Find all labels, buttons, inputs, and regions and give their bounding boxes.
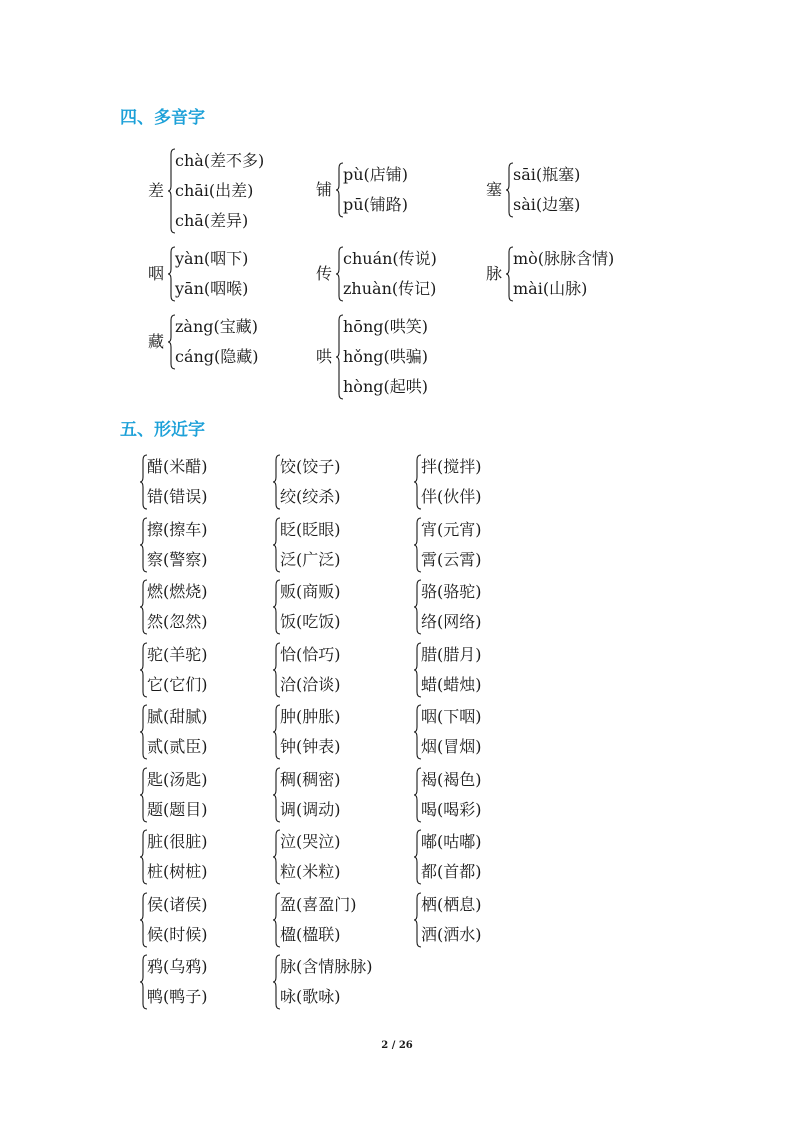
head-character: 差 [148,181,165,200]
pronunciation-item: chāi(出差) [175,181,254,200]
word-item: 桩(树桩) [147,862,208,881]
pronunciation-item: yān(咽喉) [175,279,249,298]
pronunciation-item: sài(边塞) [513,195,581,214]
pronunciation-item: cáng(隐藏) [175,347,259,366]
word-item: 喝(喝彩) [421,799,482,819]
word-item: 肿(肿胀) [280,707,341,726]
word-item: 燃(燃烧) [147,582,208,601]
pronunciation-item: chā(差异) [175,211,249,230]
word-item: 蜡(蜡烛) [421,674,482,694]
word-item: 绞(绞杀) [280,487,341,506]
word-item: 贰(贰臣) [147,737,208,756]
word-item: 泛(广泛) [280,549,341,569]
heading-similar: 五、形近字 [120,420,205,440]
head-character: 传 [316,264,333,283]
word-item: 醋(米醋) [147,457,208,476]
word-item: 驼(羊驼) [147,644,208,664]
head-character: 咽 [148,264,165,283]
word-item: 盈(喜盈门) [280,894,357,914]
word-item: 粒(米粒) [280,862,341,881]
pronunciation-item: chà(差不多) [175,151,265,170]
word-item: 侯(诸侯) [147,894,208,914]
word-item: 题(题目) [147,799,208,819]
word-item: 腻(甜腻) [147,707,208,726]
word-item: 鸦(乌鸦) [147,957,208,976]
word-item: 腊(腊月) [421,644,482,664]
pronunciation-item: mài(山脉) [513,279,588,298]
pronunciation-item: sāi(瓶塞) [513,165,581,184]
pronunciation-item: pù(店铺) [343,165,409,184]
word-item: 拌(搅拌) [421,457,482,476]
pronunciation-item: yàn(咽下) [175,249,249,268]
word-item: 霄(云霄) [421,549,482,569]
head-character: 藏 [148,332,165,351]
heading-polyphonic: 四、多音字 [120,108,205,128]
word-item: 鸭(鸭子) [147,987,208,1006]
word-item: 调(调动) [280,799,341,819]
word-item: 饭(吃饭) [280,612,341,631]
word-item: 错(错误) [147,487,208,506]
word-item: 洒(洒水) [421,924,482,944]
word-item: 都(首都) [421,862,482,881]
word-item: 咏(歌咏) [280,987,341,1006]
word-item: 宵(元宵) [421,519,482,539]
word-item: 烟(冒烟) [421,737,482,756]
word-item: 洽(洽谈) [280,674,341,694]
word-item: 稠(稠密) [280,769,341,789]
pronunciation-item: zhuàn(传记) [343,279,437,298]
pronunciation-item: pū(铺路) [343,195,409,214]
pronunciation-item: hōng(哄笑) [343,317,428,336]
pronunciation-item: zàng(宝藏) [175,317,259,336]
head-character: 脉 [486,264,503,283]
pronunciation-item: hòng(起哄) [343,377,428,396]
word-item: 嘟(咕嘟) [421,832,482,851]
head-character: 塞 [486,180,503,199]
word-item: 贩(商贩) [280,582,341,601]
word-item: 咽(下咽) [421,707,482,726]
word-item: 泣(哭泣) [280,832,341,851]
pronunciation-item: mò(脉脉含情) [513,249,615,268]
word-item: 褐(褐色) [421,769,482,789]
word-item: 钟(钟表) [280,737,341,756]
word-item: 擦(擦车) [147,519,208,539]
word-item: 候(时候) [147,924,208,944]
page-number: 2 / 26 [381,1040,413,1051]
head-character: 铺 [316,180,333,199]
word-item: 脉(含情脉脉) [280,957,373,976]
word-item: 饺(饺子) [280,457,341,476]
pronunciation-item: chuán(传说) [343,249,437,268]
word-item: 察(警察) [147,549,208,569]
head-character: 哄 [316,347,333,366]
word-item: 楹(楹联) [280,924,341,944]
word-item: 眨(眨眼) [280,519,341,539]
word-item: 然(忽然) [147,612,208,631]
word-item: 栖(栖息) [421,894,482,914]
word-item: 它(它们) [147,674,208,694]
pronunciation-item: hǒng(哄骗) [343,347,428,366]
word-item: 骆(骆驼) [421,582,482,601]
word-item: 匙(汤匙) [147,769,208,789]
word-item: 脏(很脏) [147,832,208,851]
word-item: 恰(恰巧) [280,644,341,664]
word-item: 伴(伙伴) [421,487,482,506]
word-item: 络(网络) [421,612,482,631]
